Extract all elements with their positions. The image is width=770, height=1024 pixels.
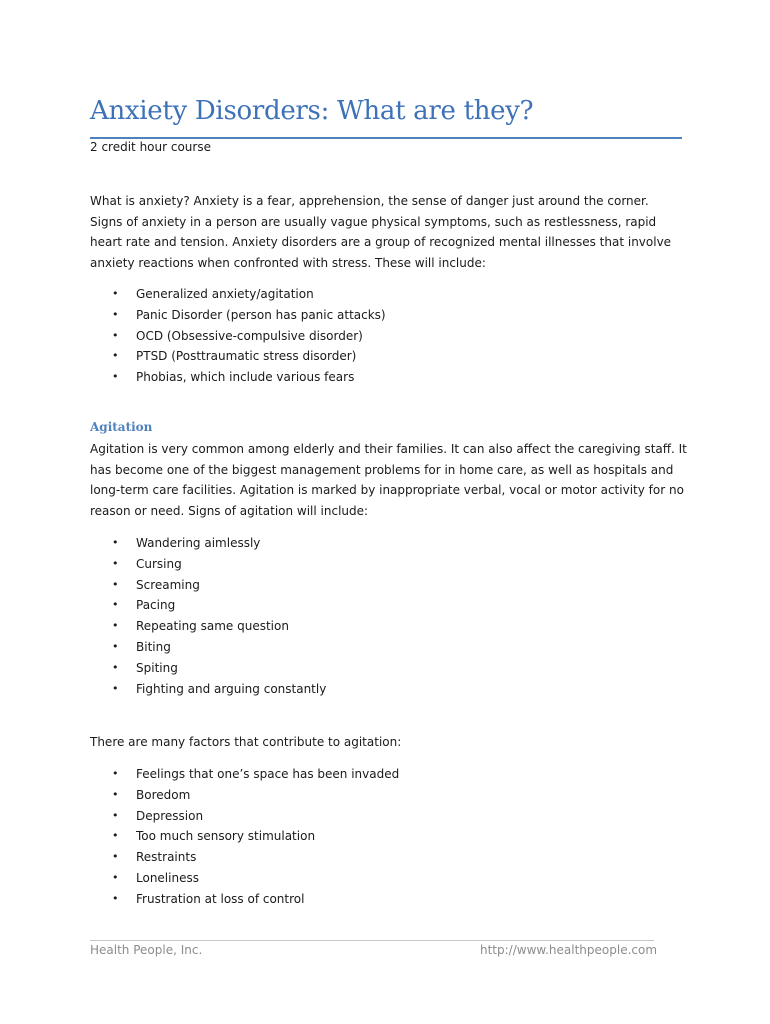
agitation-paragraph: Agitation is very common among elderly and their families. It can also affect the caregiving staff. It has become one of the biggest management problems for in home care, as well as hospitals and long-term care facilities. Agitation is marked by inappropriate verbal, vocal or motor activity for no reason or need. Signs of agitation will include:: [90, 442, 687, 518]
bullet-icon: •: [112, 850, 119, 864]
agitation-heading: Agitation: [90, 420, 153, 434]
bullet-icon: •: [112, 287, 119, 300]
list-item: [90, 305, 386, 326]
list-item: [90, 616, 326, 637]
list-item: [90, 533, 326, 554]
bullet-icon: •: [112, 536, 119, 549]
bullet-icon: •: [112, 328, 119, 342]
list-item-text: Repeating same question: [136, 619, 289, 634]
bullet-icon: •: [112, 349, 119, 363]
factors-intro: There are many factors that contribute to agitation:: [90, 735, 402, 749]
bullet-icon: •: [112, 598, 119, 612]
bullet-icon: •: [112, 370, 119, 384]
intro-paragraph: What is anxiety? Anxiety is a fear, apprehension, the sense of danger just around the corner. Signs of anxiety in a person are usually vague physical symptoms, such as restlessness, rapid heart rate and tension. Anxiety disorders are a group of recognized mental illnesses that involve anxiety reactions when confronted with stress. These will include:: [90, 194, 672, 270]
list-item-text: Frustration at loss of control: [136, 891, 305, 906]
list-item-text: Generalized anxiety/agitation: [136, 287, 314, 301]
list-item: [90, 806, 399, 827]
list-item: [90, 679, 326, 700]
bullet-icon: •: [112, 870, 119, 884]
bullet-icon: •: [112, 639, 119, 653]
list-item-text: Cursing: [136, 556, 182, 571]
list-item-text: Biting: [136, 639, 171, 654]
footer-company: Health People, Inc.: [90, 943, 203, 957]
agitation-signs-list: [90, 533, 326, 699]
list-item: [90, 889, 399, 910]
factors-list: [90, 764, 399, 910]
list-item: [90, 637, 326, 658]
list-item-text: Fighting and arguing constantly: [136, 681, 327, 696]
list-item-text: Phobias, which include various fears: [136, 370, 355, 385]
footer-divider: [90, 940, 654, 941]
bullet-icon: •: [112, 808, 119, 822]
bullet-icon: •: [112, 829, 119, 843]
list-item-text: Loneliness: [136, 870, 199, 885]
list-item: [90, 595, 326, 616]
list-item-text: Depression: [136, 808, 204, 823]
title-underline: [90, 137, 682, 139]
bullet-icon: •: [112, 767, 119, 780]
bullet-icon: •: [112, 787, 119, 801]
list-item-text: Wandering aimlessly: [136, 536, 261, 550]
list-item: [90, 847, 399, 868]
list-item-text: PTSD (Posttraumatic stress disorder): [136, 349, 357, 364]
disorders-list: [90, 284, 386, 388]
list-item: [90, 346, 386, 367]
list-item-text: Too much sensory stimulation: [136, 829, 316, 844]
list-item: [90, 284, 386, 305]
list-item-text: Pacing: [136, 598, 176, 613]
bullet-icon: •: [112, 619, 119, 633]
document-title: Anxiety Disorders: What are they?: [90, 96, 534, 126]
list-item: [90, 764, 399, 785]
bullet-icon: •: [112, 660, 119, 674]
list-item: [90, 367, 386, 388]
list-item-text: Panic Disorder (person has panic attacks): [136, 307, 386, 322]
list-item-text: Screaming: [136, 577, 200, 592]
list-item-text: Restraints: [136, 850, 197, 865]
bullet-icon: •: [112, 577, 119, 591]
list-item: [90, 826, 399, 847]
list-item-text: Feelings that one’s space has been invaded: [136, 767, 400, 781]
list-item: [90, 575, 326, 596]
list-item-text: Boredom: [136, 787, 191, 802]
bullet-icon: •: [112, 307, 119, 321]
list-item: [90, 326, 386, 347]
bullet-icon: •: [112, 891, 119, 905]
list-item-text: OCD (Obsessive-compulsive disorder): [136, 328, 363, 343]
bullet-icon: •: [112, 556, 119, 570]
list-item: [90, 658, 326, 679]
course-credit-label: 2 credit hour course: [90, 140, 211, 154]
list-item-text: Spiting: [136, 660, 178, 675]
list-item: [90, 868, 399, 889]
list-item: [90, 785, 399, 806]
footer-website: http://www.healthpeople.com: [480, 943, 658, 957]
bullet-icon: •: [112, 681, 119, 695]
list-item: [90, 554, 326, 575]
